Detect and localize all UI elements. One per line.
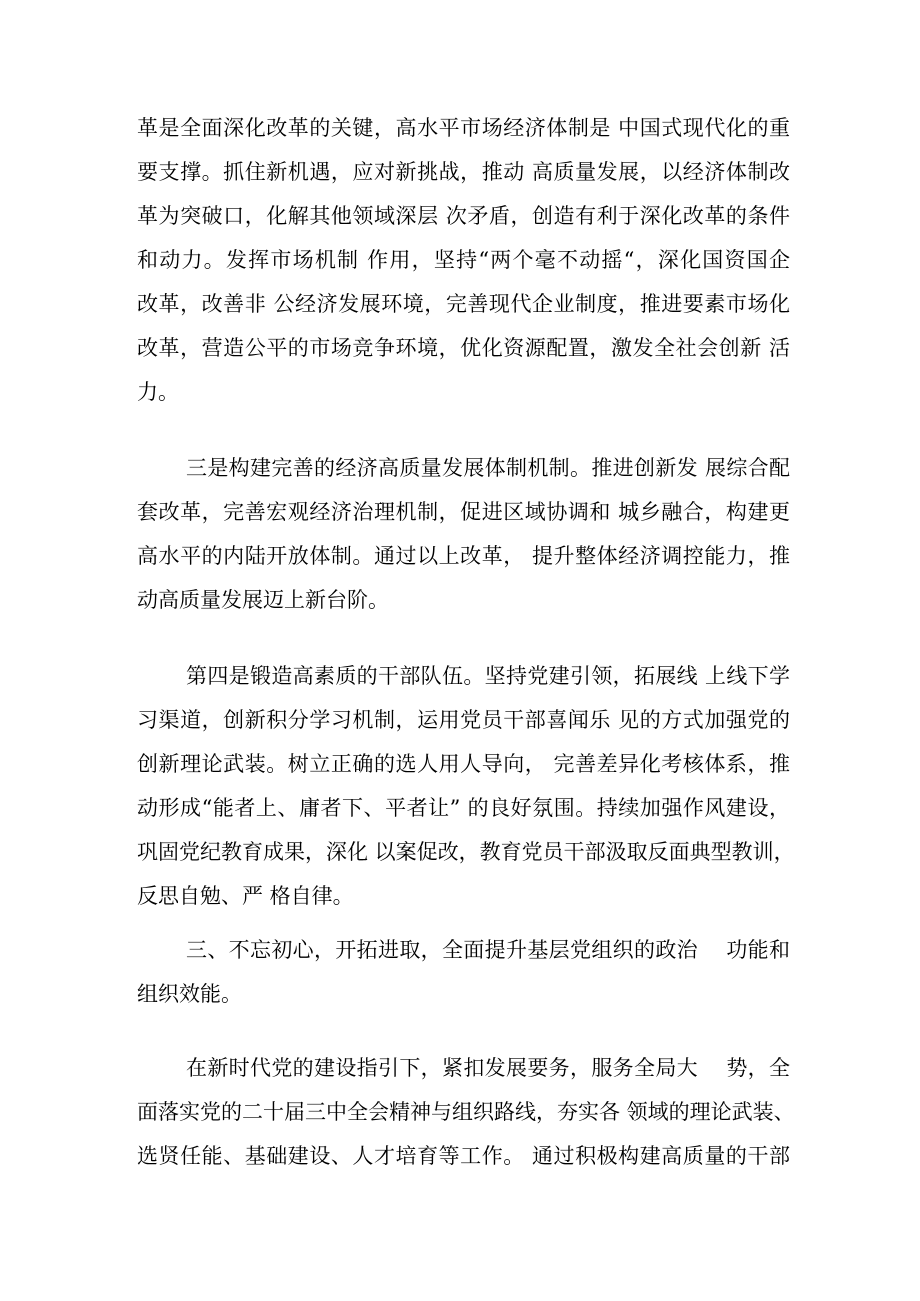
text-line: 动形成“能者上、庸者下、平者让” 的良好氛围。持续加强作风建设， <box>137 796 790 820</box>
text-line: 组织效能。 <box>137 982 242 1006</box>
text-line: 选贤任能、基础建设、人才培育等工作。 通过积极构建高质量的干部 <box>137 1144 790 1168</box>
text-line: 改革，营造公平的市场竞争环境，优化资源配置，激发全社会创新 活 <box>137 336 790 360</box>
text-line: 动高质量发展迈上新台阶。 <box>137 588 389 612</box>
text-line: 反思自勉、严 格自律。 <box>137 884 354 908</box>
text-line: 习渠道，创新积分学习机制，运用党员干部喜闻乐 见的方式加强党的 <box>137 708 790 732</box>
text-line: 三是构建完善的经济高质量发展体制机制。推进创新发 展综合配 <box>186 456 790 480</box>
text-line: 改革，改善非 公经济发展环境，完善现代企业制度，推进要素市场化 <box>137 292 790 316</box>
text-line: 革为突破口，化解其他领域深层 次矛盾，创造有利于深化改革的条件 <box>137 204 790 228</box>
text-line: 高水平的内陆开放体制。通过以上改革， 提升整体经济调控能力，推 <box>137 544 790 568</box>
text-line: 和动力。发挥市场机制 作用，坚持“两个毫不动摇“，深化国资国企 <box>137 248 790 272</box>
text-line: 三、不忘初心，开拓进取，全面提升基层党组织的政治 功能和 <box>186 938 790 962</box>
text-line: 在新时代党的建设指引下，紧扣发展要务，服务全局大 势，全 <box>186 1056 790 1080</box>
text-line: 套改革，完善宏观经济治理机制，促进区域协调和 城乡融合，构建更 <box>137 500 790 524</box>
text-line: 力。 <box>137 380 179 404</box>
text-line: 革是全面深化改革的关键，高水平市场经济体制是 中国式现代化的重 <box>137 116 790 140</box>
text-line: 面落实党的二十届三中全会精神与组织路线，夯实各 领域的理论武装、 <box>137 1100 795 1124</box>
text-line: 创新理论武装。树立正确的选人用人导向， 完善差异化考核体系，推 <box>137 752 790 776</box>
text-line: 巩固党纪教育成果，深化 以案促改，教育党员干部汲取反面典型教训， <box>137 840 795 864</box>
text-line: 要支撑。抓住新机遇，应对新挑战，推动 高质量发展，以经济体制改 <box>137 160 790 184</box>
text-line: 第四是锻造高素质的干部队伍。坚持党建引领，拓展线 上线下学 <box>186 664 790 688</box>
